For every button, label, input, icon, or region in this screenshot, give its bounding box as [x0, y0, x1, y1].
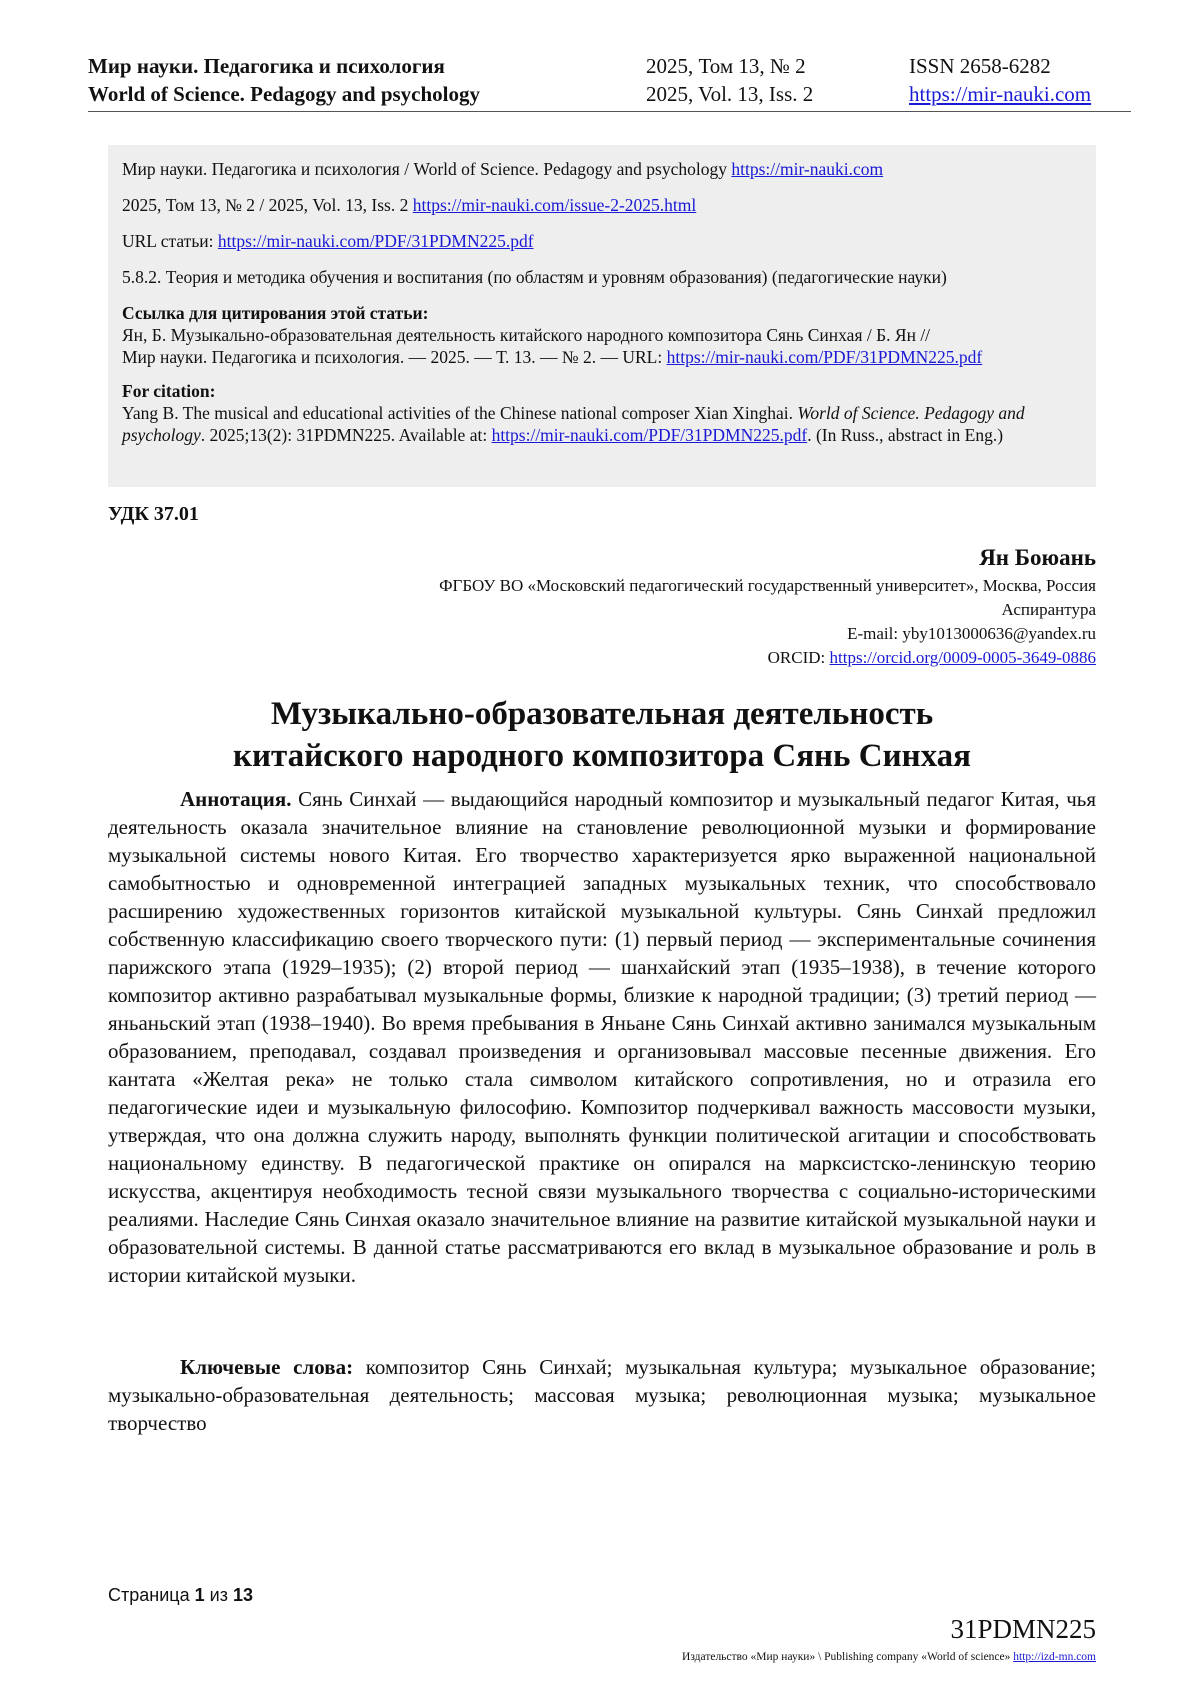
- infobox-journal-line: Мир науки. Педагогика и психология / World of Science. Pedagogy and psychology https://mir-nauki.com: [122, 159, 884, 179]
- abstract-label: Аннотация.: [180, 787, 292, 811]
- journal-site-link[interactable]: https://mir-nauki.com: [909, 82, 1092, 106]
- cite-ru-line1: Ян, Б. Музыкально-образовательная деятельность китайского народного композитора Сянь Синхая / Б. Ян //: [122, 325, 931, 345]
- page-counter: Страница 1 из 13: [108, 1585, 253, 1605]
- infobox-url-line: URL статьи: https://mir-nauki.com/PDF/31PDMN225.pdf: [122, 231, 534, 251]
- cite-en-heading: For citation:: [122, 381, 216, 401]
- author-block: [439, 542, 1096, 670]
- cite-en-text: Yang B. The musical and educational activities of the Chinese national composer Xian Xinghai. World of Science. Pedagogy and psychology. 2025;13(2): 31PDMN225. Available at: https://mir-nauki.com/PDF/31PDMN225.pdf. (In Russ., abstract in Eng.): [122, 403, 1025, 445]
- infobox-article-link[interactable]: https://mir-nauki.com/PDF/31PDMN225.pdf: [217, 231, 534, 251]
- keywords-label: Ключевые слова:: [180, 1355, 354, 1379]
- issn-block: [909, 52, 1091, 108]
- author-status: Аспирантура: [1001, 600, 1096, 619]
- cite-ru-heading: Ссылка для цитирования этой статьи:: [122, 303, 429, 323]
- citation-infobox: [108, 145, 1096, 487]
- author-email: E-mail: yby1013000636@yandex.ru: [847, 624, 1096, 643]
- journal-header: [88, 52, 1131, 112]
- journal-title-en: World of Science. Pedagogy and psychology: [88, 82, 481, 106]
- header-divider: [88, 111, 1131, 112]
- cite-en-link[interactable]: https://mir-nauki.com/PDF/31PDMN225.pdf: [491, 425, 808, 445]
- keywords-text: композитор Сянь Синхай; музыкальная культура; музыкальное образование; музыкально-образовательная деятельность; массовая музыка; революционная музыка; музыкальное творчество: [108, 1355, 1096, 1435]
- cite-ru-link[interactable]: https://mir-nauki.com/PDF/31PDMN225.pdf: [666, 347, 983, 367]
- infobox-specialty: 5.8.2. Теория и методика обучения и воспитания (по областям и уровням образования) (педагогические науки): [122, 267, 947, 287]
- cite-en-journal: World of Science. Pedagogy and psychology: [122, 403, 1025, 445]
- orcid-link[interactable]: https://orcid.org/0009-0005-3649-0886: [829, 648, 1096, 667]
- infobox-issue-line: 2025, Том 13, № 2 / 2025, Vol. 13, Iss. 2 https://mir-nauki.com/issue-2-2025.html: [122, 195, 697, 215]
- author-affiliation: ФГБОУ ВО «Московский педагогический государственный университет», Москва, Россия: [439, 576, 1096, 595]
- journal-title-ru: Мир науки. Педагогика и психология: [88, 54, 445, 78]
- infobox-journal-link[interactable]: https://mir-nauki.com: [731, 159, 884, 179]
- issue-en: 2025, Vol. 13, Iss. 2: [646, 82, 814, 106]
- keywords: [108, 1353, 1096, 1437]
- author-name: Ян Боюань: [979, 545, 1096, 570]
- journal-title: [88, 52, 480, 108]
- issn: ISSN 2658-6282: [909, 54, 1051, 78]
- article-title-line1: Музыкально-образовательная деятельность: [270, 696, 934, 732]
- publisher-line: Издательство «Мир науки» \ Publishing company «World of science» http://izd-mn.com: [682, 1651, 1096, 1663]
- page-total: 13: [232, 1585, 253, 1605]
- page-current: 1: [194, 1585, 205, 1605]
- udk-code: УДК 37.01: [108, 503, 199, 525]
- infobox-issue-link[interactable]: https://mir-nauki.com/issue-2-2025.html: [412, 195, 697, 215]
- abstract-text: Сянь Синхай — выдающийся народный композитор и музыкальный педагог Китая, чья деятельность оказала значительное влияние на становление революционной музыки и формирование музыкальной системы нового Китая. Его творчество характеризуется ярко выраженной национальной самобытностью и одновременной интеграцией западных музыкальных техник, что способствовало расширению художественных горизонтов китайской музыкальной культуры. Сянь Синхай предложил собственную классификацию своего творческого пути: (1) первый период — экспериментальные сочинения парижского этапа (1929–1935); (2) второй период — шанхайский этап (1935–1938), в течение которого композитор активно разрабатывал музыкальные формы, близкие к народной традиции; (3) третий период — яньаньский этап (1938–1940). Во время пребывания в Яньане Сянь Синхай активно занимался музыкальным образованием, преподавал, создавал произведения и организовывал массовые песенные движения. Его кантата «Желтая река» не только стала символом китайского сопротивления, но и отразила его педагогические идеи и музыкальную философию. Композитор подчеркивал важность массовости музыки, утверждая, что она должна служить народу, выполнять функции политической агитации и способствовать национальному единству. В педагогической практике он опирался на марксистско-ленинскую теорию искусства, акцентируя необходимость тесной связи музыкального творчества с социально-историческими реалиями. Наследие Сянь Синхая оказало значительное влияние на развитие китайской музыкальной науки и образовательной системы. В данной статье рассматриваются его вклад в музыкальное образование и роль в истории китайской музыки.: [108, 787, 1096, 1287]
- article-code: 31PDMN225: [950, 1614, 1096, 1644]
- article-title: [108, 693, 1096, 777]
- cite-ru-line2: Мир науки. Педагогика и психология. — 2025. — Т. 13. — № 2. — URL: https://mir-nauki.com/PDF/31PDMN225.pdf: [122, 347, 983, 367]
- publisher-link[interactable]: http://izd-mn.com: [1013, 1651, 1096, 1663]
- issue-ru: 2025, Том 13, № 2: [646, 54, 806, 78]
- author-orcid: ORCID: https://orcid.org/0009-0005-3649-0886: [767, 648, 1096, 667]
- abstract: [108, 785, 1096, 1289]
- article-title-line2: китайского народного композитора Сянь Синхая: [232, 738, 972, 774]
- issue-info: [646, 52, 813, 108]
